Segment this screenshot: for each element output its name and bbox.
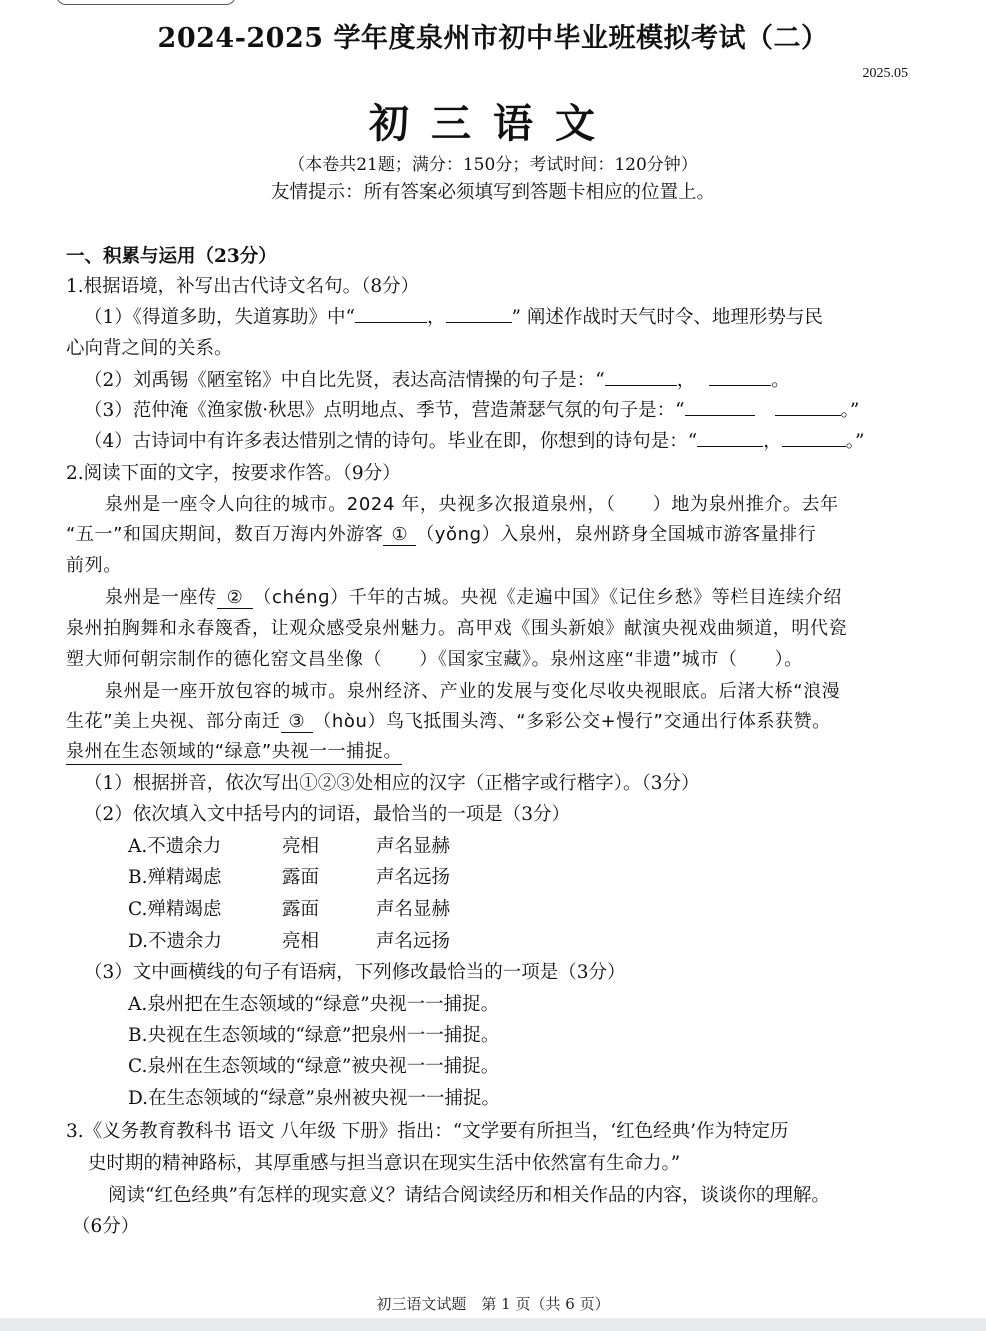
q1-sub1-line1 — [84, 303, 823, 329]
passage-line: 前列。 — [66, 555, 122, 576]
option-b: B.央视在生态领域的“绿意”把泉州一一捕捉。 — [128, 1025, 500, 1046]
q2-stem: 2.阅读下面的文字，按要求作答。（9分） — [66, 463, 401, 484]
option-d: D.在生态领域的“绿意”泉州被央视一一捕捉。 — [128, 1088, 500, 1109]
q2-sub1: （1）根据拼音，依次写出①②③处相应的汉字（正楷字或行楷字）。（3分） — [84, 773, 700, 794]
page-footer: 初三语文试题 第 1 页（共 6 页） — [376, 1295, 610, 1313]
q1-sub2-text-c: 。 — [771, 370, 790, 391]
answer-blank — [446, 304, 512, 323]
underlined-text: 泉州在生态领域的“绿意”央视一一捕捉。 — [66, 741, 402, 765]
q1-sub1-text-a: （1）《得道多助，失道寡助》中“ — [84, 307, 355, 328]
answer-blank — [605, 367, 677, 386]
q1-sub2-text-b: ， — [676, 370, 696, 391]
option-cell: A.不遗余力 — [128, 836, 222, 857]
q3-line1: 3.《义务教育教科书 语文 八年级 下册》指出：“文学要有所担当，‘红色经典’作为特定历 — [66, 1121, 789, 1142]
q2-sub3: （3）文中画横线的句子有语病，下列修改最恰当的一项是（3分） — [84, 962, 626, 983]
passage-line: 泉州拍胸舞和永春篾香，让观众感受泉州魅力。高甲戏《围头新娘》献演央视戏曲频道，明代瓷 — [66, 618, 848, 639]
option-cell: 露面 — [282, 899, 320, 920]
blank-marker-1: ① — [383, 524, 416, 546]
underlined-sentence — [66, 737, 402, 763]
q3-line4: （6分） — [72, 1216, 140, 1237]
option-cell: 亮相 — [282, 931, 320, 952]
passage-text: （hòu）鸟飞抵围头湾、“多彩公交+慢行”交通出行体系获赞。 — [313, 711, 831, 732]
q1-stem: 1.根据语境，补写出古代诗文名句。（8分） — [66, 276, 420, 297]
option-cell: 声名显赫 — [376, 836, 451, 857]
answer-blank — [685, 397, 755, 416]
q1-sub4-text-b: ， — [763, 431, 782, 452]
passage-text: 生花”美上央视、部分南迁 — [66, 711, 281, 732]
q1-sub3-text-a: （3）范仲淹《渔家傲·秋思》点明地点、季节，营造萧瑟气氛的句子是：“ — [84, 400, 685, 421]
answer-blank — [355, 304, 427, 323]
section-heading: 一、积累与运用（23分） — [66, 246, 277, 267]
passage-line — [105, 583, 842, 609]
passage-text: 泉州是一座传 — [105, 587, 217, 608]
q3-line2: 史时期的精神路标，其厚重感与担当意识在现实生活中依然富有生命力。” — [88, 1153, 681, 1174]
q1-sub2 — [84, 366, 790, 392]
answer-blank — [782, 428, 846, 447]
option-cell: D.不遗余力 — [128, 931, 223, 952]
exam-info: （本卷共21题；满分：150分；考试时间：120分钟） — [288, 155, 698, 175]
passage-line — [66, 707, 831, 733]
passage-line: 泉州是一座令人向往的城市。2024 年，央视多次报道泉州，（ ）地为泉州推介。去年 — [105, 494, 839, 515]
option-cell: C.殚精竭虑 — [128, 899, 222, 920]
option-cell: B.殚精竭虑 — [128, 867, 222, 888]
passage-line: 泉州是一座开放包容的城市。泉州经济、产业的发展与变化尽收央视眼底。后渚大桥“浪漫 — [105, 681, 841, 702]
option-row-b — [128, 863, 450, 889]
option-c: C.泉州在生态领域的“绿意”被央视一一捕捉。 — [128, 1056, 500, 1077]
q1-sub4-text-c: 。” — [845, 431, 865, 452]
q1-sub1-line2: 心向背之间的关系。 — [66, 338, 233, 359]
option-cell: 声名显赫 — [376, 899, 451, 920]
q1-sub3-text-c: 。” — [840, 400, 860, 421]
answer-blank — [775, 397, 841, 416]
option-a: A.泉州把在生态领域的“绿意”央视一一捕捉。 — [128, 994, 500, 1015]
subject-title: 初三语文 — [369, 100, 617, 147]
passage-line — [66, 520, 817, 546]
q2-sub2: （2）依次填入文中括号内的词语，最恰当的一项是（3分） — [84, 804, 571, 825]
passage-line: 塑大师何朝宗制作的德化窑文昌坐像（ ）《国家宝藏》。泉州这座“非遗”城市（ ）。 — [66, 649, 803, 670]
passage-text: “五一”和国庆期间，数百万海内外游客 — [66, 524, 384, 545]
option-cell: 声名远扬 — [376, 931, 451, 952]
answer-blank — [697, 428, 763, 447]
q1-sub1-text-c: ” 阐述作战时天气时令、地理形势与民 — [511, 307, 823, 328]
option-cell: 露面 — [282, 867, 320, 888]
option-row-d — [128, 927, 450, 953]
q1-sub2-text-a: （2）刘禹锡《陋室铭》中自比先贤，表达高洁情操的句子是：“ — [84, 370, 605, 391]
option-cell: 亮相 — [282, 836, 320, 857]
option-cell: 声名远扬 — [376, 867, 451, 888]
option-row-a — [128, 832, 450, 858]
exam-tip: 友情提示：所有答案必须填写到答题卡相应的位置上。 — [270, 182, 715, 203]
option-row-c — [128, 895, 450, 921]
top-frame-decoration — [56, 0, 236, 5]
q1-sub1-text-b: ， — [426, 307, 446, 328]
passage-text: （chénɡ）千年的古城。央视《走遍中国》《记住乡愁》等栏目连续介绍 — [253, 587, 842, 608]
q3-line3: 阅读“红色经典”有怎样的现实意义？请结合阅读经历和相关作品的内容，谈谈你的理解。 — [108, 1185, 830, 1206]
q1-sub4 — [84, 427, 864, 453]
answer-blank — [709, 367, 771, 386]
passage-text: （yǒng）入泉州，泉州跻身全国城市游客量排行 — [416, 524, 817, 545]
exam-date: 2025.05 — [862, 66, 908, 81]
q1-sub4-text-a: （4）古诗词中有许多表达惜别之情的诗句。毕业在即，你想到的诗句是：“ — [84, 431, 698, 452]
exam-title: 2024-2025 学年度泉州市初中毕业班模拟考试（二） — [157, 23, 829, 54]
page-bottom-edge — [0, 1318, 986, 1331]
blank-marker-2: ② — [217, 587, 254, 609]
blank-marker-3: ③ — [281, 711, 314, 733]
q1-sub3 — [84, 396, 859, 422]
